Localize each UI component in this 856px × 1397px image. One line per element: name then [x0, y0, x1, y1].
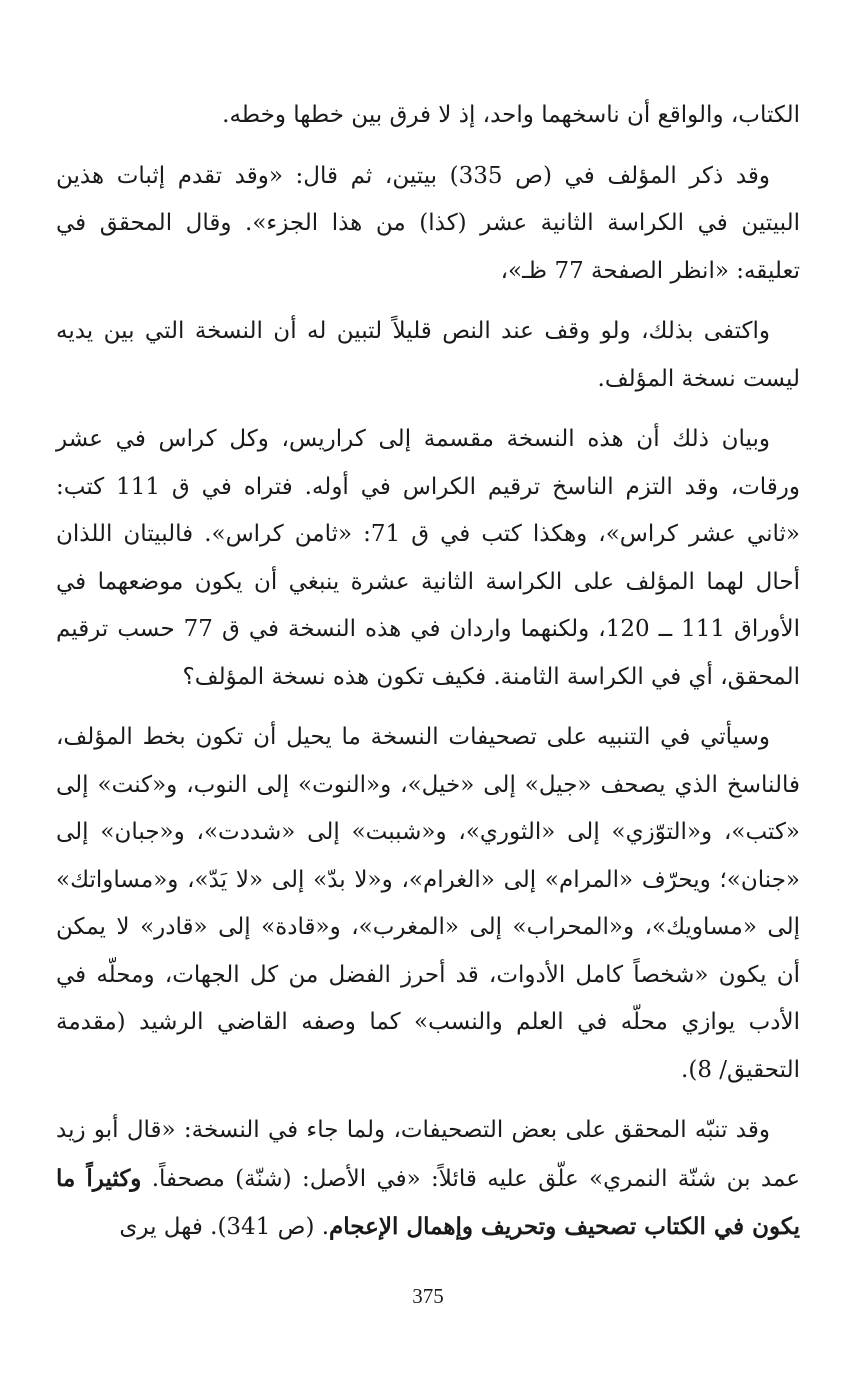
paragraph — [56, 416, 800, 701]
paragraph — [56, 308, 800, 403]
text-segment: وقد ذكر المؤلف في (ص 335) بيتين، ثم قال: «وقد تقدم إثبات هذين البيتين في الكراسة الثانية عشر (كذا) من هذا الجزء». وقال المحقق في تعليقه: «انظر الصفحة 77 ظـ»، — [56, 162, 800, 284]
paragraph — [56, 1107, 800, 1252]
text-segment: وسيأتي في التنبيه على تصحيفات النسخة ما يحيل أن تكون بخط المؤلف، فالناسخ الذي يصحف «جيل» إلى «خيل»، و«النوت» إلى النوب، و«كنت» إلى «كتب»، و«التوّزي» إلى «الثوري»، و«شببت» إلى «شددت»، و«جبان» إلى «جنان»؛ ويحرّف «المرام» إلى «الغرام»، و«لا بدّ» إلى «لا يَدّ»، و«مساواتك» إلى «مساويك»، و«المحراب» إلى «المغرب»، و«قادة» إلى «قادر» لا يمكن أن يكون «شخصاً كامل الأدوات، قد أحرز الفضل من كل الجهات، ومحلّه في الأدب يوازي محلّه في العلم والنسب» كما وصفه القاضي الرشيد (مقدمة التحقيق/ 8). — [56, 724, 800, 1083]
paragraph — [56, 92, 800, 140]
body-text — [56, 92, 800, 1252]
text-segment: واكتفى بذلك، ولو وقف عند النص قليلاً لتبين له أن النسخة التي بين يديه ليست نسخة المؤلف. — [56, 318, 800, 392]
paragraph — [56, 153, 800, 296]
text-segment: وقد تنبّه المحقق على بعض التصحيفات، ولما جاء في النسخة: «قال أبو زيد عمد بن شنّة النمري» علّق عليه قائلاً: «في الأصل: (شنّة) مصحفاً. — [56, 1117, 801, 1192]
text-segment: الكتاب، والواقع أن ناسخهما واحد، إذ لا فرق بين خطها وخطه. — [222, 102, 800, 128]
text-segment: . (ص 341). فهل يرى — [119, 1214, 330, 1240]
text-segment: وبيان ذلك أن هذه النسخة مقسمة إلى كراريس، وكل كراس في عشر ورقات، وقد التزم الناسخ ترقيم الكراس في أوله. فتراه في ق 111 كتب: «ثاني عشر كراس»، وهكذا كتب في ق 71: «ثامن كراس». فالبيتان اللذان أحال لهما المؤلف على الكراسة الثانية عشرة ينبغي أن يكون موضعهما في الأوراق 111 ــ 120، ولكنهما واردان في هذه النسخة في ق 77 حسب ترقيم المحقق، أي في الكراسة الثامنة. فكيف تكون هذه نسخة المؤلف؟ — [56, 426, 800, 690]
page-number: 375 — [412, 1284, 444, 1308]
bold-text-segment: وكثيراً ما يكون في الكتاب تصحيف وتحريف وإهمال الإعجام — [56, 1164, 800, 1240]
paragraph — [56, 714, 800, 1094]
